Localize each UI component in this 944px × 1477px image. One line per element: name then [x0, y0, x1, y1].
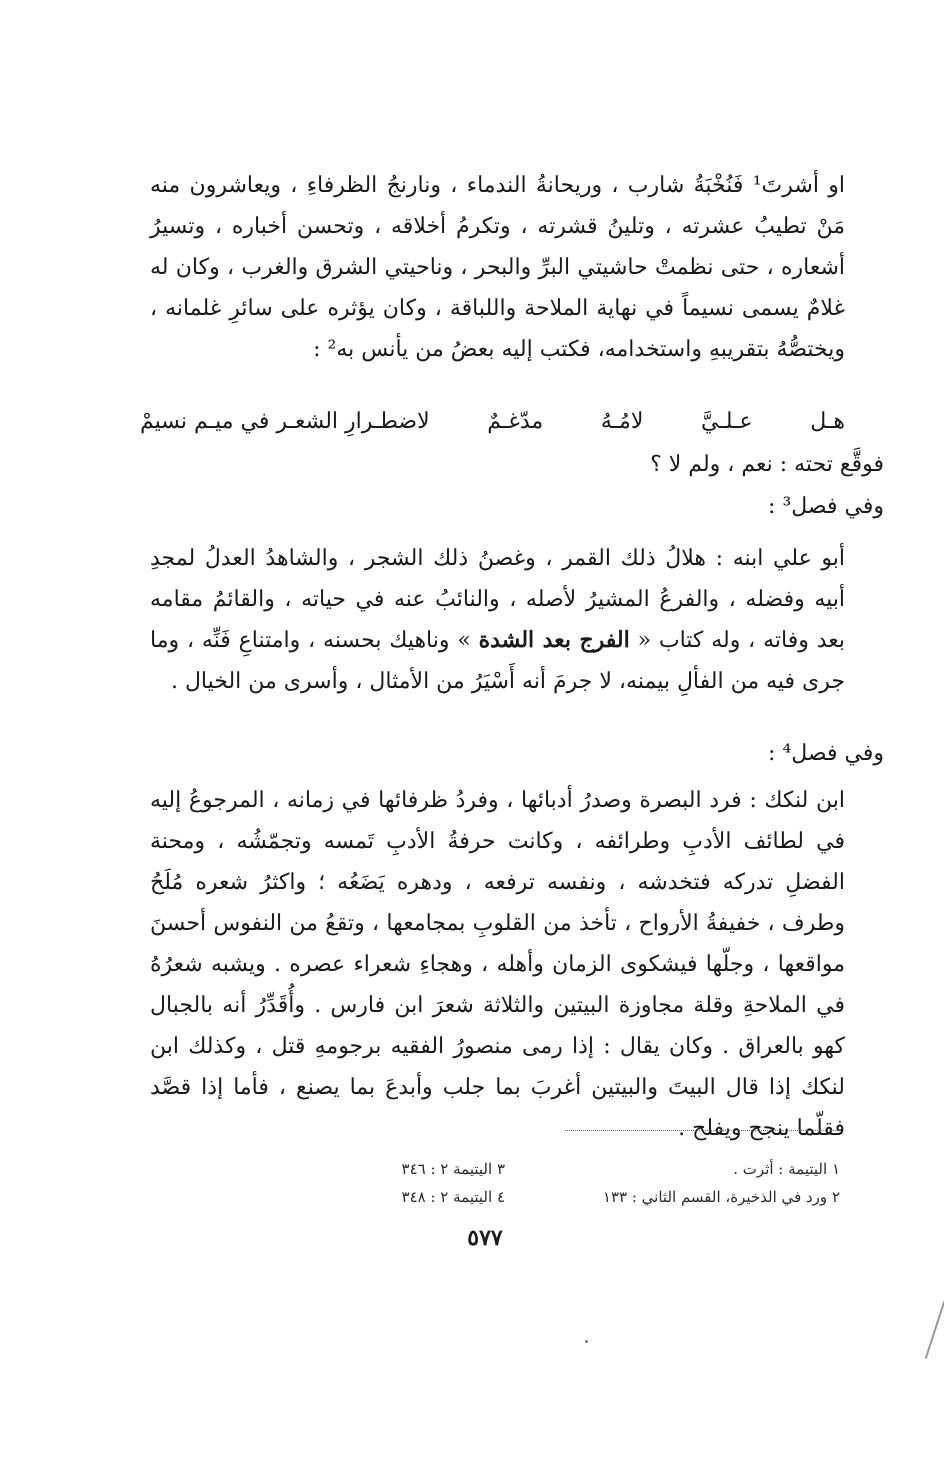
- book-title: الفرج بعد الشدة: [478, 627, 630, 653]
- scan-artifact: [925, 1301, 944, 1359]
- verse-word-1: هـل: [810, 409, 845, 434]
- poem-verse: [140, 405, 845, 439]
- verse-word-2: عـلـيَّ: [701, 409, 753, 434]
- footnote-1: ١ اليتيمة : أثرت .: [733, 1160, 840, 1178]
- page-number: ٥٧٧: [467, 1225, 503, 1251]
- footnote-divider: [565, 1130, 840, 1131]
- paragraph-1: او أشرتَ¹ فَنُخْبَةُ شارب ، وريحانةُ الندماء ، ونارنجُ الظرفاءِ ، ويعاشرون منه مَنْ تطيبُ عشرته ، وتلينُ قشرته ، وتكرمُ أخلاقه ، وتحسن أخباره ، وتسيرُ أشعاره ، حتى نظمتْ حاشيتي البرِّ والبحر ، وناحيتي الشرق والغرب ، وكان له غلامٌ يسمى نسيماً في نهاية الملاحة واللباقة ، وكان يؤثره على سائرِ غلمانه ، ويختصُّهُ بتقريبهِ واستخدامه، فكتب إليه بعضُ من يأنس به² :: [150, 173, 845, 362]
- footnote-3: ٣ اليتيمة ٢ : ٣٤٦: [401, 1160, 505, 1178]
- section-heading-3: وفي فصل³ :: [768, 494, 884, 519]
- paragraph-2-end: » وناهيك بحسنه ، وامتناعِ فَنِّه ، وما جرى فيه من الفألِ بيمنه، لا جرمَ أنه أَسْيَرُ من الأمثال ، وأسرى من الخيال .: [150, 628, 845, 694]
- section-heading-4: وفي فصل⁴ :: [768, 741, 884, 766]
- verse-word-4: مدّغـمٌ: [487, 409, 544, 434]
- scan-dot: [585, 1340, 588, 1343]
- reply-line: فوقَّع تحته : نعم ، ولم لا ؟: [650, 452, 884, 477]
- paragraph-3: ابن لنكك : فرد البصرة وصدرُ أدبائها ، وفردُ ظرفائها في زمانه ، المرجوعُ إليه في لطائف الأدبِ وطرائفه ، وكانت حرفةُ الأدبِ تَمسه وتجمّشُه ، ومحنة الفضلِ تدركه فتخدشه ، ونفسه ترفعه ، ودهره يَضَعُه ؛ واكثرُ شعره مُلَحُ وطرف ، خفيفةُ الأرواح ، تأخذ من القلوبِ بمجامعها ، وتقعُ من النفوس أحسنَ مواقعها ، وجلّها فيشكوى الزمان وأهله ، وهجاءِ شعراء عصره . ويشبه شعرُهُ في الملاحةِ وقلة مجاوزة البيتين والثلاثة شعرَ ابن فارس . وأُقَدِّرُ أنه بالجبال كهو بالعراق . وكان يقال : إذا رمى منصورُ الفقيه برجومهِ قتل ، وكذلك ابن لنكك إذا قال البيتَ والبيتين أغربَ بما جلب وأبدعَ بما يصنع ، فأما إذا قصَّد فقلّما ينجح ويفلح .: [150, 788, 845, 1141]
- footnote-4: ٤ اليتيمة ٢ : ٣٤٨: [401, 1188, 505, 1206]
- paragraph-2-start: أبو علي ابنه : هلالُ ذلك القمر ، وغصنُ ذلك الشجر ، والشاهدُ العدلُ لمجدِ أبيه وفضله ، والفرعُ المشيرُ لأصله ، والنائبُ عنه في حياته ، والقائمُ مقامه بعد وفاته ، وله كتاب «: [150, 546, 845, 653]
- footnotes: [360, 1155, 840, 1215]
- paragraph-2: [150, 538, 845, 702]
- verse-word-3: لامُـهُ: [600, 409, 644, 434]
- verse-word-5: لاضطـرارِ الشعـر في ميـم نسيمْ: [140, 409, 430, 434]
- footnote-2: ٢ ورد في الذخيرة، القسم الثاني : ١٣٣: [602, 1188, 840, 1206]
